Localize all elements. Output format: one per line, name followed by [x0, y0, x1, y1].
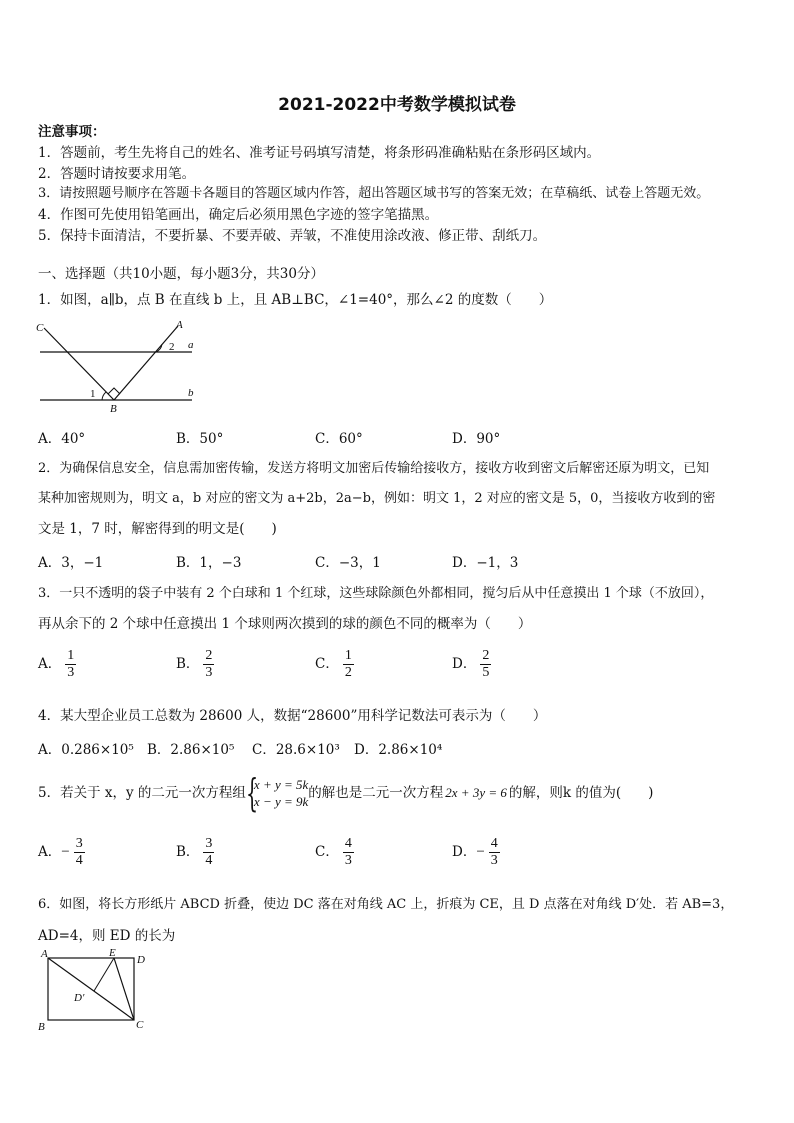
equation-3: 2x + 3y = 6 [445, 785, 507, 800]
denominator: 3 [490, 853, 498, 868]
q5-option-b[interactable] [176, 836, 214, 869]
q3-option-d[interactable] [452, 648, 491, 681]
notice-item: 5．保持卡面清洁，不要折暴、不要弄破、弄皱，不准使用涂改液、修正带、刮纸刀。 [38, 228, 547, 244]
q3-option-c[interactable] [315, 648, 354, 681]
q4-option-d[interactable]: D．2.86×10⁴ [354, 742, 443, 758]
label-angle-1: 1 [90, 388, 96, 400]
option-label: A． [38, 656, 62, 672]
label-angle-2: 2 [169, 341, 175, 353]
q1-option-a[interactable]: A．40° [38, 431, 86, 447]
numerator: 2 [205, 648, 213, 663]
q5-option-d[interactable] [452, 836, 500, 869]
question-2-line: 文是 1，7 时，解密得到的明文是( ) [38, 521, 277, 537]
equation-2: x − y = 9k [253, 794, 309, 809]
numerator: 4 [490, 836, 498, 851]
label-b: B [38, 1021, 45, 1033]
denominator: 2 [344, 665, 352, 680]
notice-item: 4．作图可先使用铅笔画出，确定后必须用黑色字迹的签字笔描黑。 [38, 207, 439, 223]
fraction [65, 648, 76, 681]
fraction [203, 836, 214, 869]
question-6-figure [34, 946, 164, 1038]
fraction [480, 648, 491, 681]
denominator: 4 [75, 853, 83, 868]
numerator: 1 [67, 648, 75, 663]
denominator: 3 [205, 665, 213, 680]
section-heading: 一、选择题（共10小题，每小题3分，共30分） [38, 266, 324, 282]
sign: − [61, 844, 70, 860]
label-c: C [136, 1019, 144, 1031]
q1-option-d[interactable]: D．90° [452, 431, 501, 447]
option-label: A． [38, 844, 62, 860]
denominator: 3 [344, 853, 352, 868]
angle-1-arc [102, 392, 106, 400]
q4-option-c[interactable]: C．28.6×10³ [252, 742, 340, 758]
equation-system [245, 771, 309, 815]
label-line-a: a [188, 339, 194, 351]
fraction [74, 836, 85, 869]
question-2-line: 某种加密规则为，明文 a，b 对应的密文为 a+2b，2a−b，例如：明文 1，2 对应的密文是 5，0，当接收方收到的密 [38, 491, 716, 506]
q1-option-c[interactable]: C．60° [315, 431, 363, 447]
denominator: 4 [205, 853, 213, 868]
question-1-stem: 1．如图，a∥b，点 B 在直线 b 上，且 AB⊥BC，∠1=40°，那么∠2 的度数（ ） [38, 292, 553, 308]
q5-option-a[interactable] [38, 836, 85, 869]
right-angle-mark [108, 388, 120, 394]
notice-item: 3．请按照题号顺序在答题卡各题目的答题区域内作答，超出答题区域书写的答案无效；在草稿纸、试卷上答题无效。 [38, 186, 710, 201]
fraction [489, 836, 500, 869]
question-4-stem: 4．某大型企业员工总数为 28600 人，数据“28600”用科学记数法可表示为（ ） [38, 708, 547, 724]
q5-prefix: 5．若关于 x，y 的二元一次方程组 [38, 785, 246, 801]
fraction [343, 836, 354, 869]
q3-option-a[interactable] [38, 648, 76, 681]
denominator: 5 [482, 665, 490, 680]
question-6-line: 6．如图，将长方形纸片 ABCD 折叠，使边 DC 落在对角线 AC 上，折痕为 CE，且 D 点落在对角线 D′处．若 AB=3， [38, 897, 734, 912]
label-d: D [137, 954, 145, 966]
diagonal-ac [48, 958, 134, 1020]
notice-item: 1．答题前，考生先将自己的姓名、准考证号码填写清楚，将条形码准确粘贴在条形码区域内。 [38, 145, 601, 161]
label-e: E [109, 947, 116, 959]
label-b-point: B [110, 403, 117, 415]
numerator: 4 [344, 836, 352, 851]
numerator: 2 [482, 648, 490, 663]
option-label: C． [315, 844, 339, 860]
option-label: B． [176, 656, 200, 672]
option-label: C． [315, 656, 339, 672]
q4-option-a[interactable]: A．0.286×10⁵ [38, 742, 134, 758]
q5-suffix: 的解，则k 的值为( ) [508, 785, 654, 801]
fraction [343, 648, 354, 681]
question-3-line: 3．一只不透明的袋子中装有 2 个白球和 1 个红球，这些球除颜色外都相同，搅匀后从中任意摸出 1 个球（不放回）， [38, 586, 714, 601]
option-label: B． [176, 844, 200, 860]
option-label: D． [452, 844, 477, 860]
notice-heading: 注意事项： [38, 124, 106, 140]
label-a-point: A [176, 319, 183, 331]
label-line-b: b [188, 387, 194, 399]
q2-option-d[interactable]: D．−1，3 [452, 555, 519, 571]
question-1-figure [30, 316, 200, 416]
numerator: 3 [205, 836, 213, 851]
label-a: A [41, 948, 48, 960]
sign: − [476, 844, 485, 860]
option-label: D． [452, 656, 477, 672]
label-c: C [36, 322, 44, 334]
page-title: 2021-2022中考数学模拟试卷 [278, 95, 516, 115]
line-bc [44, 328, 114, 400]
fraction [203, 648, 214, 681]
question-3-line: 再从余下的 2 个球中任意摸出 1 个球则两次摸到的球的颜色不同的概率为（ ） [38, 616, 532, 632]
equation-1: x + y = 5k [253, 777, 309, 792]
q3-option-b[interactable] [176, 648, 214, 681]
notice-item: 2．答题时请按要求用笔。 [38, 166, 196, 182]
denominator: 3 [67, 665, 75, 680]
q2-option-c[interactable]: C．−3，1 [315, 555, 381, 571]
q2-option-b[interactable]: B．1，−3 [176, 555, 242, 571]
q2-option-a[interactable]: A．3，−1 [38, 555, 104, 571]
numerator: 3 [75, 836, 83, 851]
question-2-line: 2．为确保信息安全，信息需加密传输，发送方将明文加密后传输给接收方，接收方收到密文后解密还原为明文，已知 [38, 461, 710, 476]
q1-option-b[interactable]: B．50° [176, 431, 224, 447]
q5-middle: 的解也是二元一次方程 [308, 785, 444, 801]
fold-line-ce [114, 958, 134, 1020]
numerator: 1 [344, 648, 352, 663]
segment-ed-prime [94, 958, 114, 991]
question-5-stem [38, 771, 653, 815]
line-ab [114, 326, 178, 400]
question-6-line: AD=4，则 ED 的长为 [38, 928, 176, 944]
q4-option-b[interactable]: B．2.86×10⁵ [147, 742, 235, 758]
brace: { [245, 771, 259, 815]
q5-option-c[interactable] [315, 836, 354, 869]
label-d-prime: D′ [74, 992, 85, 1004]
